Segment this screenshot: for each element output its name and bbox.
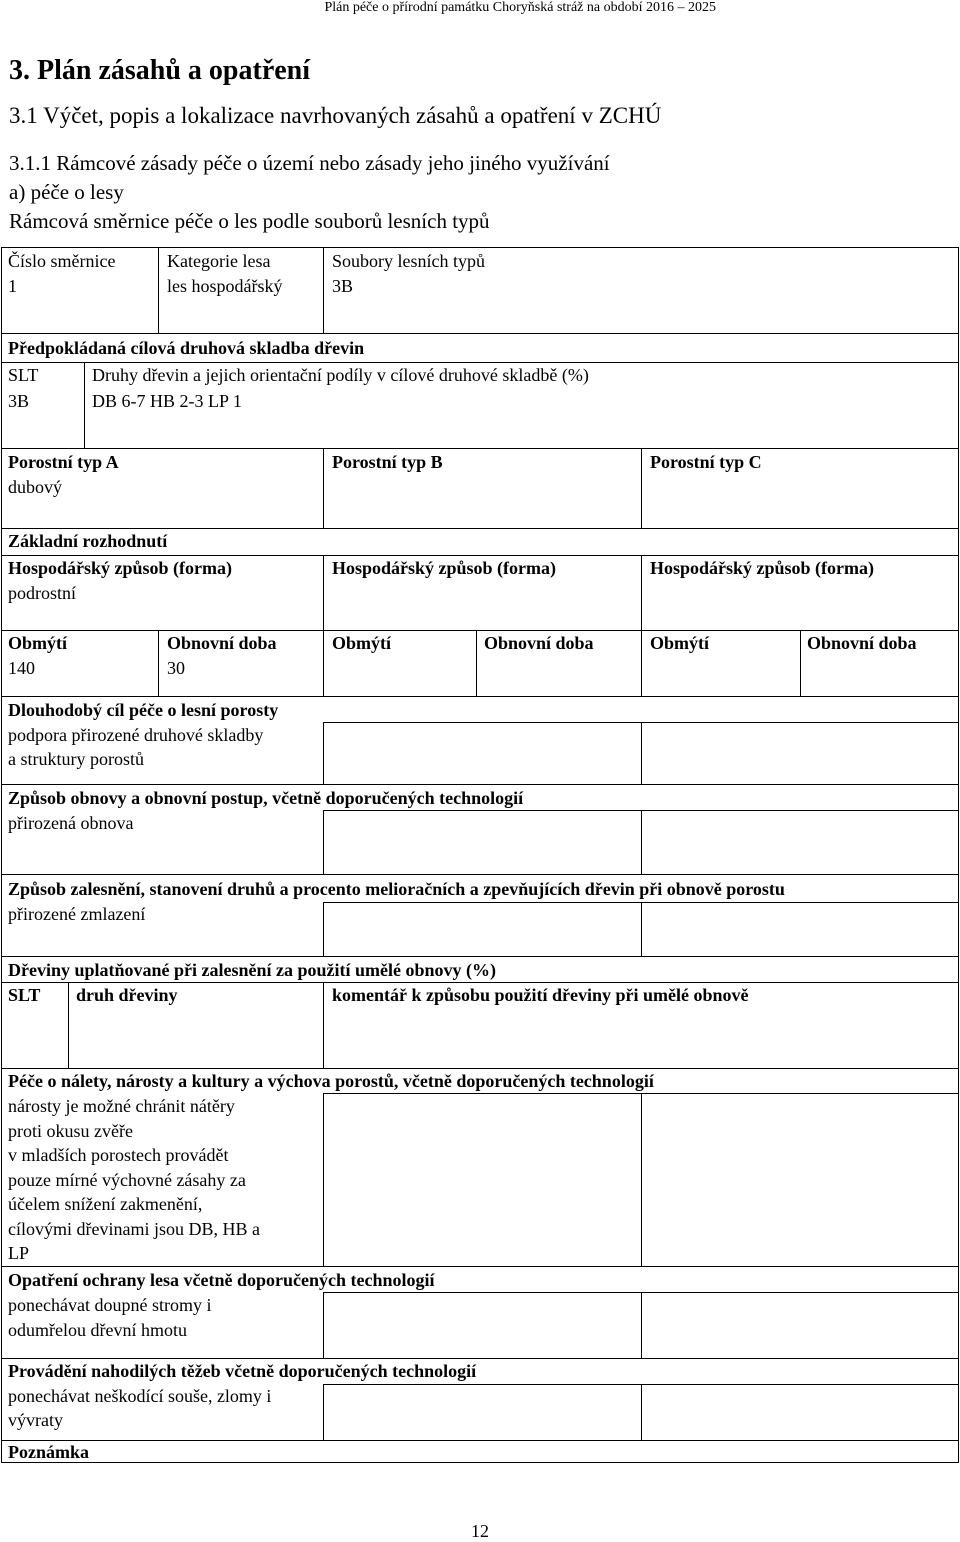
renewal-text: přirozená obnova (8, 813, 134, 833)
afforestation-title: Způsob zalesnění, stanovení druhů a procento melioračních a zpevňujících dřevin při obnově porostu (8, 879, 785, 899)
chapter-title: 3. Plán zásahů a opatření (9, 55, 311, 86)
section-title: 3.1 Výčet, popis a lokalizace navrhovaných zásahů a opatření v ZCHÚ (9, 103, 662, 128)
directive-category-header: Kategorie lesa (167, 251, 271, 271)
directive-sets-header: Soubory lesních typů (332, 251, 485, 271)
goal-text-line-1: podpora přirozené druhové skladby (8, 725, 264, 745)
rotation-header-a: Obmýtí (8, 633, 68, 653)
rotation-header-b: Obmýtí (332, 633, 392, 653)
directive-category: les hospodářský (167, 276, 283, 296)
care-line: v mladších porostech provádět (8, 1145, 229, 1165)
rotation-a: 140 (8, 658, 35, 678)
subsection-heading (9, 149, 949, 236)
composition-slt: 3B (8, 391, 30, 411)
care-line: nárosty je možné chránit nátěry (8, 1096, 235, 1116)
decision-title: Základní rozhodnutí (8, 531, 168, 551)
page-number: 12 (471, 1521, 489, 1541)
renewal-title: Způsob obnovy a obnovní postup, včetně doporučených technologií (8, 788, 524, 808)
goal-text-line-2: a struktury porostů (8, 749, 144, 769)
artificial-slt-header: SLT (8, 985, 41, 1005)
salvage-title: Provádění nahodilých těžeb včetně doporučených technologií (8, 1361, 477, 1381)
protection-text-line-1: ponechávat doupné stromy i (8, 1295, 212, 1315)
subsection-title: 3.1.1 Rámcové zásady péče o území nebo zásady jeho jiného využívání (9, 151, 610, 175)
regen-a: 30 (167, 658, 185, 678)
subsection-a: a) péče o lesy (9, 180, 124, 204)
regen-header-c: Obnovní doba (807, 633, 917, 653)
salvage-text-line-1: ponechávat neškodící souše, zlomy i (8, 1386, 272, 1406)
directive-sets: 3B (332, 276, 354, 296)
care-title: Péče o nálety, nárosty a kultury a výchova porostů, včetně doporučených technologií (8, 1071, 654, 1091)
protection-text-line-2: odumřelou dřevní hmotu (8, 1320, 187, 1340)
salvage-text-line-2: vývraty (8, 1410, 63, 1430)
regen-header-a: Obnovní doba (167, 633, 277, 653)
composition-species: DB 6-7 HB 2-3 LP 1 (92, 391, 242, 411)
care-line: LP (8, 1243, 30, 1263)
care-line: proti okusu zvěře (8, 1121, 133, 1141)
regen-header-b: Obnovní doba (484, 633, 594, 653)
artificial-comment-header: komentář k způsobu použití dřeviny při umělé obnově (332, 985, 749, 1005)
artificial-species-header: druh dřeviny (76, 985, 178, 1005)
artificial-title: Dřeviny uplatňované při zalesnění za použití umělé obnovy (%) (8, 960, 497, 980)
protection-title: Opatření ochrany lesa včetně doporučených technologií (8, 1270, 435, 1290)
care-line: pouze mírné výchovné zásahy za (8, 1170, 246, 1190)
stand-type-b-header: Porostní typ B (332, 452, 443, 472)
afforestation-text: přirozené zmlazení (8, 904, 146, 924)
subsection-a-sub: Rámcová směrnice péče o les podle souborů lesních typů (9, 209, 490, 233)
care-line: cílovými dřevinami jsou DB, HB a (8, 1219, 260, 1239)
goal-title: Dlouhodobý cíl péče o lesní porosty (8, 700, 279, 720)
method-header-a: Hospodářský způsob (forma) (8, 558, 233, 578)
rotation-header-c: Obmýtí (650, 633, 710, 653)
method-header-b: Hospodářský způsob (forma) (332, 558, 557, 578)
directive-number: 1 (8, 276, 17, 296)
directive-number-header: Číslo směrnice (8, 251, 116, 271)
composition-title: Předpokládaná cílová druhová skladba dřevin (8, 338, 365, 358)
running-header: Plán péče o přírodní památku Choryňská stráž na období 2016 – 2025 (324, 0, 716, 15)
stand-type-c-header: Porostní typ C (650, 452, 762, 472)
method-a: podrostní (8, 583, 77, 603)
stand-type-a-header: Porostní typ A (8, 452, 119, 472)
stand-type-a: dubový (8, 477, 62, 497)
note-title: Poznámka (8, 1442, 89, 1462)
composition-slt-header: SLT (8, 365, 39, 385)
care-line: účelem snížení zakmenění, (8, 1194, 203, 1214)
composition-species-header: Druhy dřevin a jejich orientační podíly v cílové druhové skladbě (%) (92, 365, 589, 385)
method-header-c: Hospodářský způsob (forma) (650, 558, 875, 578)
